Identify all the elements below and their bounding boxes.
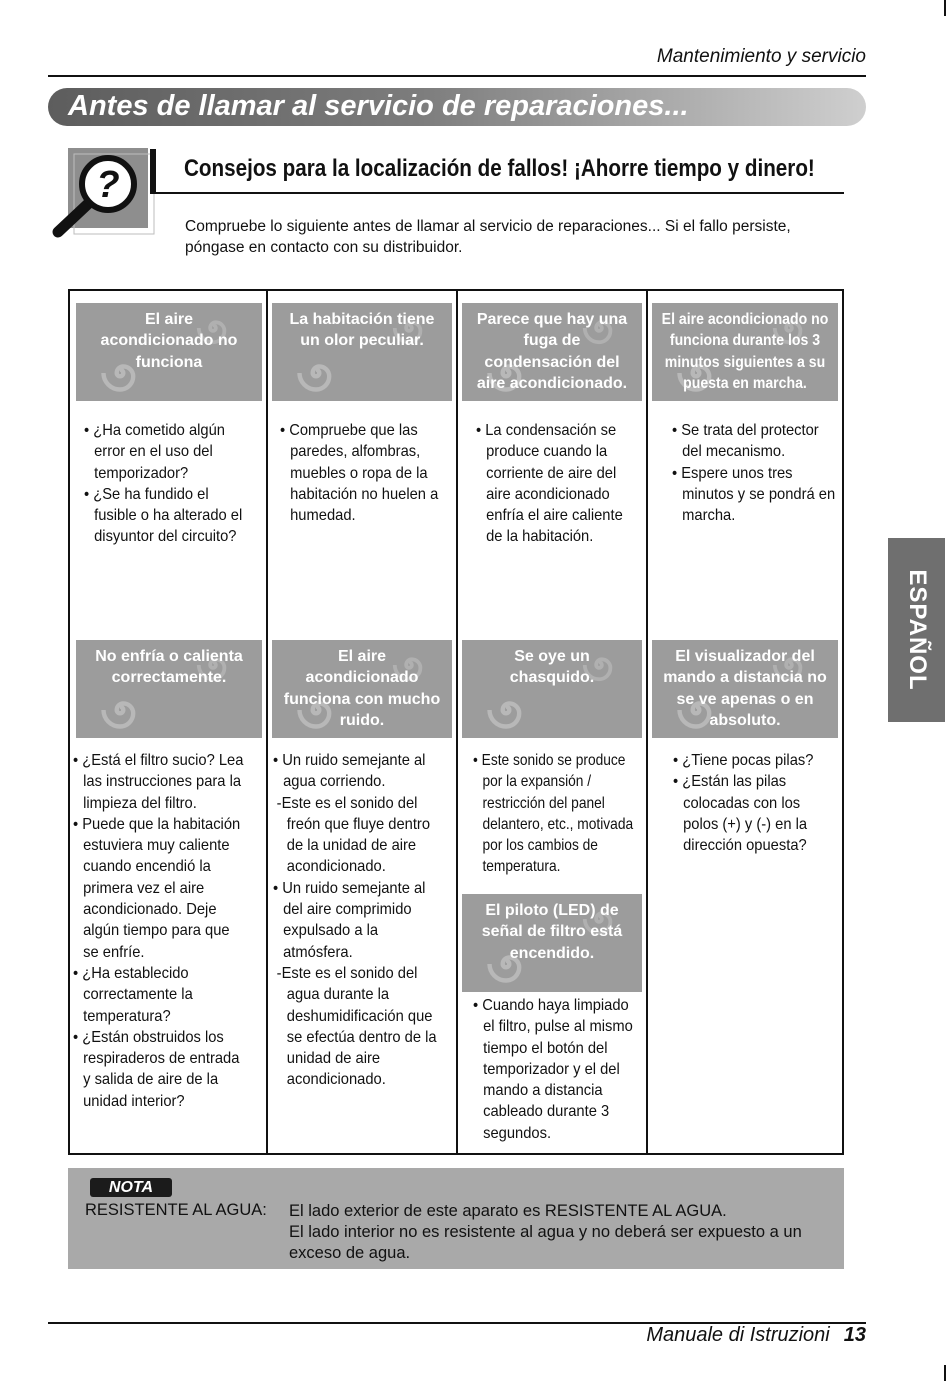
crop-mark: [944, 1365, 946, 1381]
cell-body: [672, 420, 836, 526]
cell-header: [272, 640, 452, 738]
cell-header: [76, 640, 262, 738]
swirl-icon: [294, 351, 338, 395]
list-item: • Un ruido semejante al agua corriendo.: [273, 752, 426, 791]
language-tab-label: ESPAÑOL: [903, 569, 931, 691]
list-item: • Puede que la habitación estuviera muy caliente cuando encendió la primera vez el aire acondicionado. Deje algún tiempo para que se enfríe.: [73, 815, 241, 961]
column-divider: [646, 289, 648, 1155]
swirl-icon: [98, 688, 142, 732]
cell-body: [273, 750, 446, 1091]
crop-mark: [944, 0, 946, 16]
note-line: El lado interior no es resistente al agua y no deberá ser expuesto a un exceso de agua.: [289, 1223, 802, 1262]
cell-body: [473, 995, 639, 1144]
list-item: • ¿Están obstruidos los respiraderos de entrada y salida de aire de la unidad interior?: [73, 1028, 240, 1110]
list-item: • Este sonido se produce por la expansión / restricción del panel delantero, etc., motivada por los cambios de temperatura.: [473, 752, 634, 876]
tips-intro: Compruebe lo siguiente antes de llamar al servicio de reparaciones... Si el fallo persiste, póngase en contacto con su distribuidor.: [185, 218, 791, 256]
list-item: • Cuando haya limpiado el filtro, pulse al mismo tiempo el botón del temporizador y el del mando a distancia cableado durante 3 segundos.: [473, 997, 633, 1142]
list-item: • La condensación se produce cuando la corriente de aire del aire acondicionado enfría el aire caliente de la habitación.: [476, 422, 623, 546]
tips-title: Consejos para la localización de fallos! ¡Ahorre tiempo y dinero!: [184, 155, 815, 182]
list-item: • Compruebe que las paredes, alfombras, muebles o ropa de la habitación no huelen a humedad.: [280, 422, 439, 525]
cell-header-text: El aire acondicionado no funciona: [100, 311, 238, 371]
cell-header-text: El aire acondicionado funciona con mucho ruido.: [283, 648, 441, 729]
note-tag: NOTA: [90, 1178, 172, 1197]
cell-header: [652, 640, 838, 738]
cell-header: [272, 303, 452, 401]
list-item: • ¿Ha establecido correctamente la temperatura?: [73, 964, 193, 1025]
cell-header-text: El aire acondicionado no funciona durante los 3 minutos siguientes a su puesta en marcha.: [661, 311, 829, 392]
column-divider: [266, 289, 268, 1155]
question-magnifier-icon: [52, 146, 162, 238]
language-tab: [888, 538, 945, 722]
list-item: -Este es el sonido del agua durante la deshumidificación que se efectúa dentro de la unidad de aire acondicionado.: [276, 964, 437, 1089]
svg-text:?: ?: [96, 164, 120, 206]
section-title: Mantenimiento y servicio: [656, 46, 866, 67]
list-item: • ¿Están las pilas colocadas con los polos (+) y (-) en la dirección opuesta?: [673, 773, 808, 855]
cell-body: [673, 750, 829, 856]
cell-header: [462, 303, 642, 401]
swirl-icon: [484, 688, 528, 732]
cell-body: [473, 750, 636, 878]
list-item: • Espere unos tres minutos y se pondrá en marcha.: [672, 464, 836, 525]
column-divider: [456, 289, 458, 1155]
footer: [646, 1324, 866, 1347]
list-item: -Este es el sonido del freón que fluye dentro de la unidad de aire acondicionado.: [276, 794, 431, 876]
list-item: • ¿Ha cometido algún error en el uso del temporizador?: [84, 422, 225, 482]
tips-rule: [150, 192, 844, 194]
cell-body: [476, 420, 631, 548]
cell-body: [84, 420, 246, 548]
cell-header: [462, 894, 642, 992]
list-item: • ¿Está el filtro sucio? Lea las instrucciones para la limpieza del filtro.: [73, 752, 244, 812]
cell-header-text: Parece que hay una fuga de condensación del aire acondicionado.: [476, 311, 628, 392]
cell-header-text: El piloto (LED) de señal de filtro está encendido.: [481, 902, 623, 962]
title-banner: [48, 88, 866, 126]
cell-body: [73, 750, 244, 1112]
cell-header: [652, 303, 838, 401]
note-box: [68, 1168, 844, 1269]
list-item: • Se trata del protector del mecanismo.: [672, 422, 819, 461]
cell-header-text: Se oye un chasquido.: [509, 648, 595, 687]
note-text: [289, 1201, 834, 1264]
list-item: • ¿Se ha fundido el fusible o ha alterado el disyuntor del circuito?: [84, 485, 243, 546]
cell-header: [76, 303, 262, 401]
list-item: • ¿Tiene pocas pilas?: [673, 752, 814, 769]
note-label: RESISTENTE AL AGUA:: [85, 1201, 267, 1219]
cell-header-text: El visualizador del mando a distancia no se ve apenas o en absoluto.: [663, 648, 827, 729]
list-item: • Un ruido semejante al del aire comprimido expulsado a la atmósfera.: [273, 879, 426, 961]
header-rule: [48, 75, 866, 77]
cell-body: [280, 420, 442, 526]
cell-header: [462, 640, 642, 738]
manual-title: Manuale di Istruzioni: [646, 1324, 830, 1346]
cell-header-text: La habitación tiene un olor peculiar.: [289, 311, 435, 350]
page-number: 13: [843, 1324, 866, 1346]
cell-header-text: No enfría o calienta correctamente.: [95, 648, 243, 687]
tips-marker: [150, 149, 156, 193]
page-title: Antes de llamar al servicio de reparaciones...: [68, 90, 689, 122]
note-line: El lado exterior de este aparato es RESISTENTE AL AGUA.: [289, 1202, 727, 1220]
